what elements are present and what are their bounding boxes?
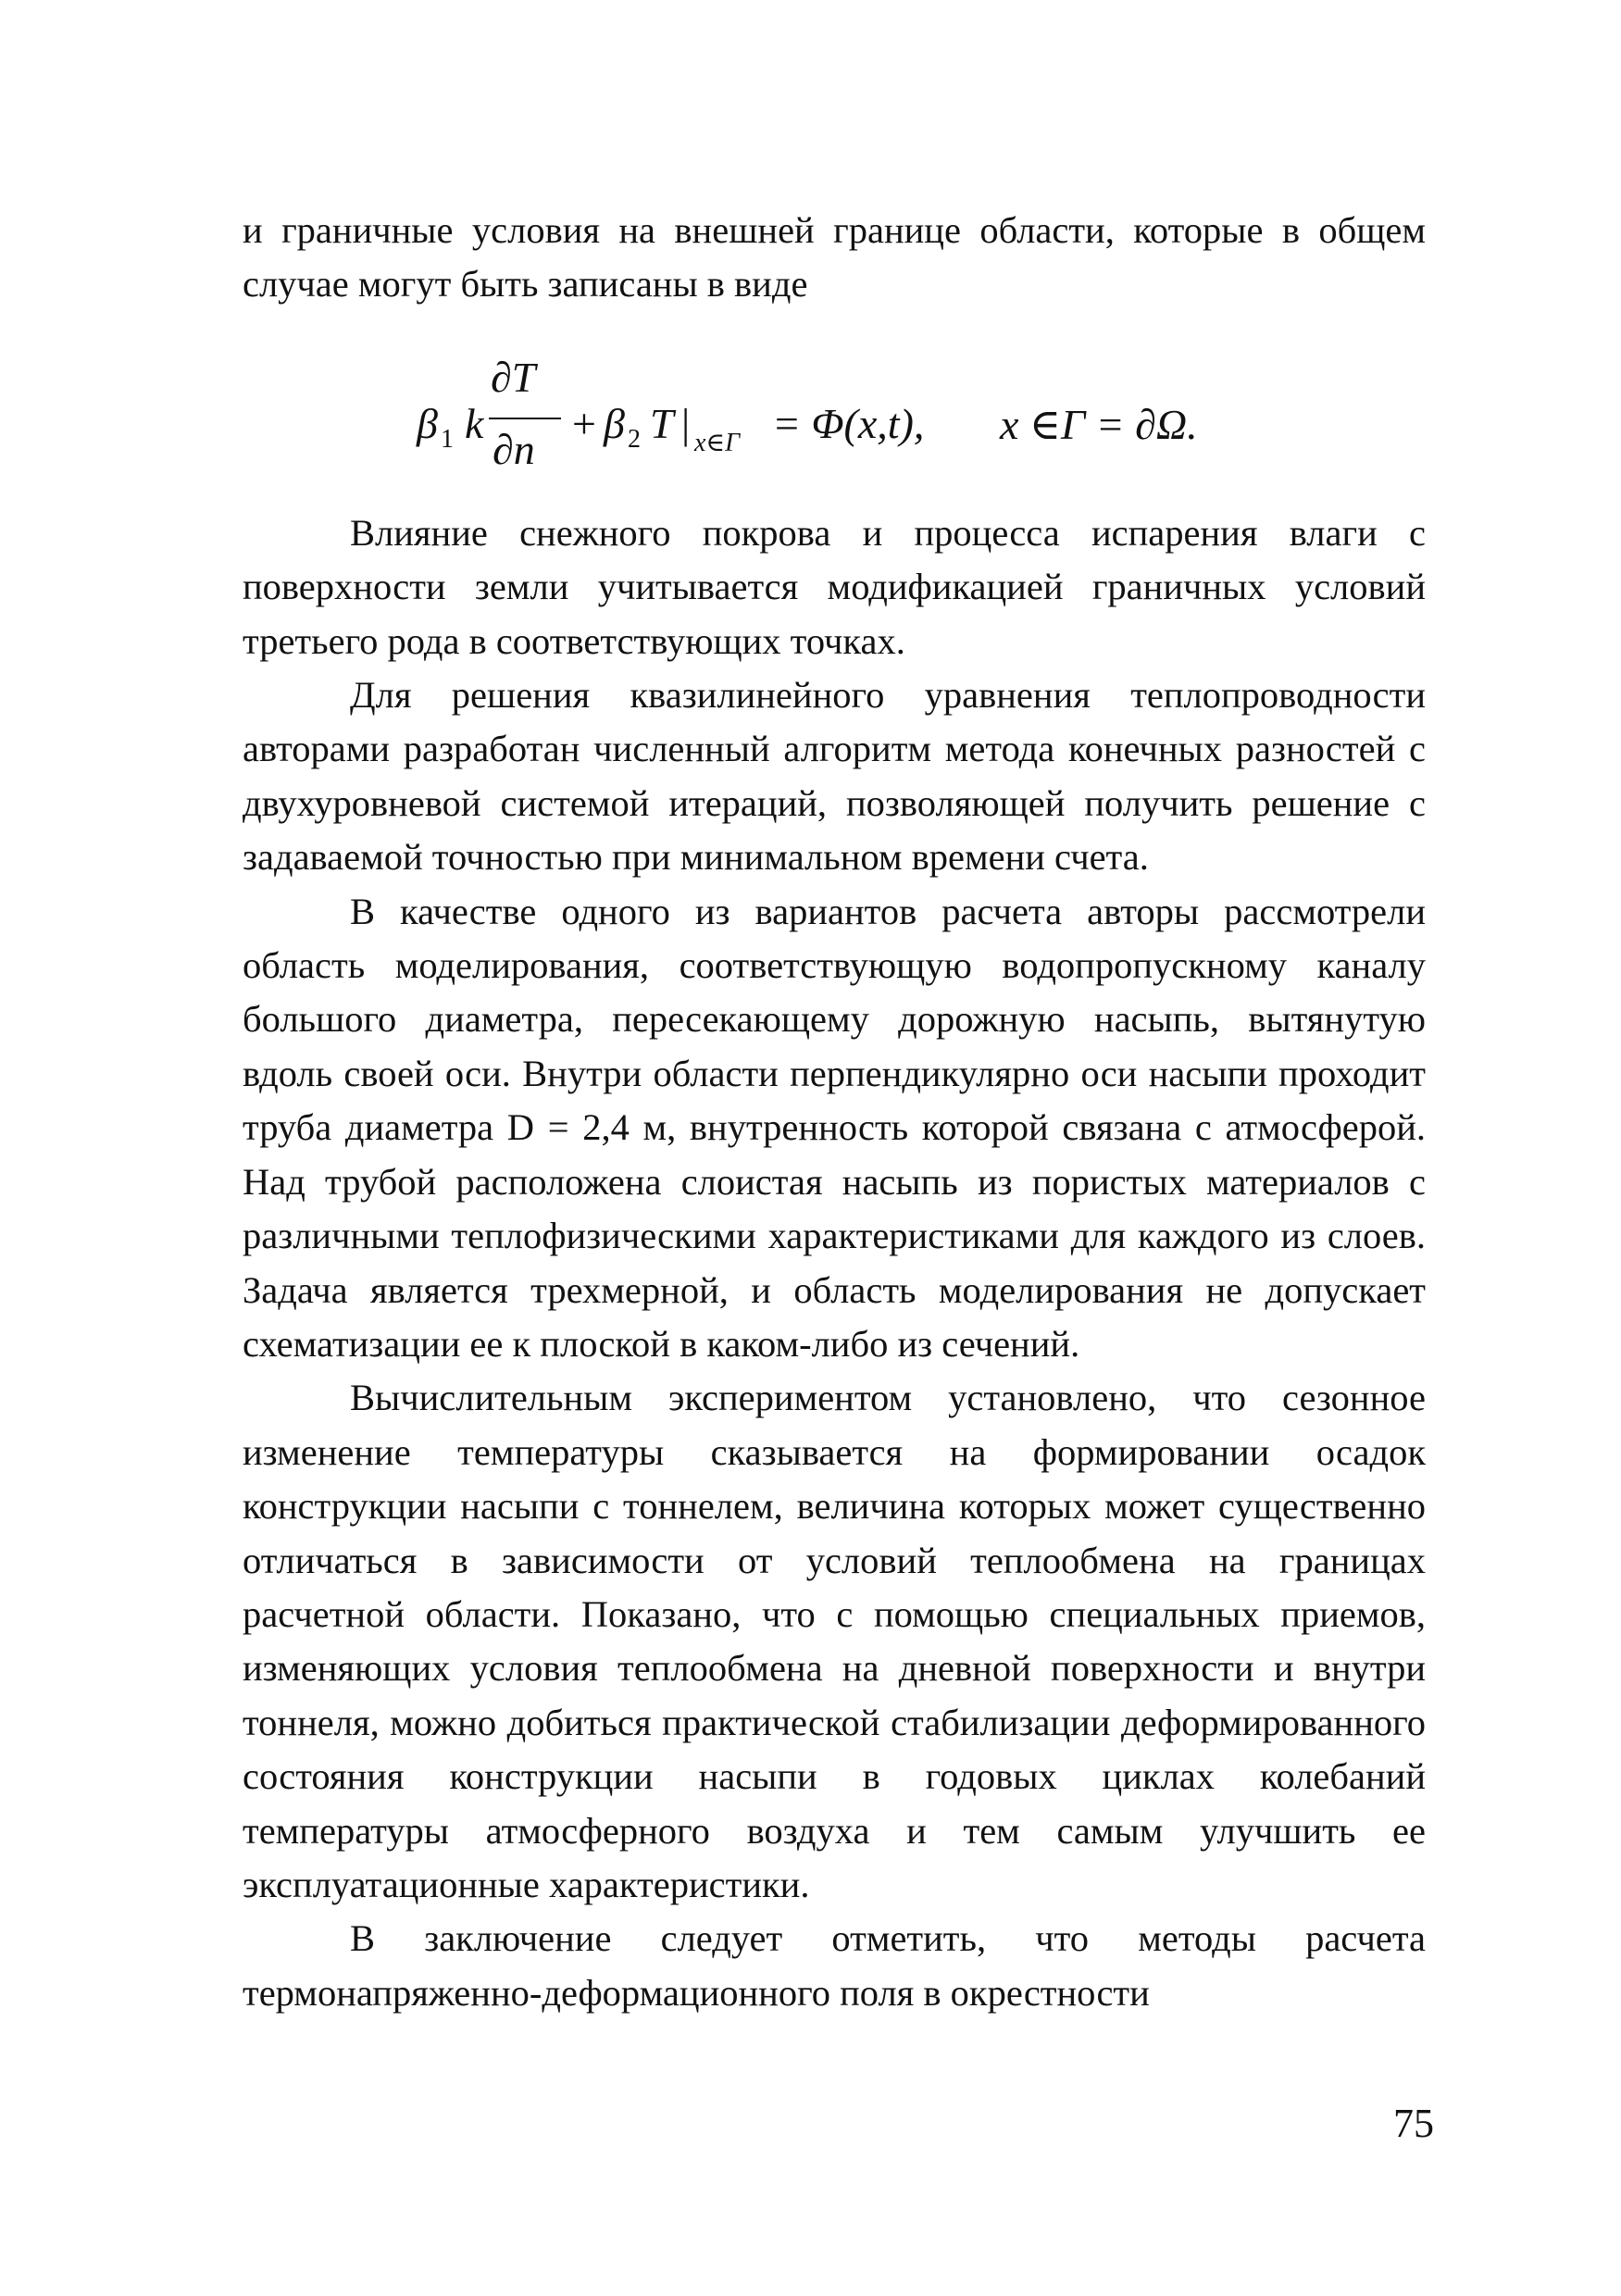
- formula-beta2: β: [604, 399, 625, 447]
- formula-T: T: [650, 399, 674, 447]
- paragraph-3: В качестве одного из вариантов расчета авторы рассмотрели область моделирования, соответствующую водопропускному каналу большого диаметра, пересекающему дорожную насыпь, вытянутую вдоль своей оси. Внутри области перпендикулярно оси насыпи проходит труба диаметра D = 2,4 м, внутренность которой связана с атмосферой. Над трубой расположена слоистая насыпь из пористых материалов с различными теплофизическими характеристиками для каждого из слоев. Задача является трехмерной, и область моделирования не допускает схематизации ее к плоской в каком-либо из сечений.: [243, 890, 1426, 1365]
- formula-plus: +: [572, 399, 596, 447]
- formula-k: k: [465, 399, 484, 447]
- boundary-condition-formula: [243, 312, 1426, 506]
- formula-domain: x ∈Γ = ∂Ω.: [1000, 400, 1198, 448]
- paragraph-1: Влияние снежного покрова и процесса испарения влаги с поверхности земли учитывается модификацией граничных условий третьего рода в соответствующих точках.: [243, 511, 1426, 662]
- paragraph-2: Для решения квазилинейного уравнения теплопроводности авторами разработан численный алгоритм метода конечных разностей с двухуровневой системой итераций, позволяющей получить решение с задаваемой точностью при минимальном времени счета.: [243, 674, 1426, 879]
- formula-numerator: ∂T: [491, 353, 536, 401]
- formula-sub2: 2: [628, 424, 641, 454]
- formula-bar: |: [681, 399, 691, 447]
- paragraph-4: Вычислительным экспериментом установлено, что сезонное изменение температуры сказывается на формировании осадок конструкции насыпи с тоннелем, величина которых может существенно отличаться в зависимости от условий теплообмена на границах расчетной области. Показано, что с помощью специальных приемов, изменяющих условия теплообмена на дневной поверхности и внутри тоннеля, можно добиться практической стабилизации деформированного состояния конструкции насыпи в годовых циклах колебаний температуры атмосферного воздуха и тем самым улучшить ее эксплуатационные характеристики.: [243, 1377, 1426, 1905]
- page-number: 75: [1393, 2101, 1434, 2146]
- formula-beta1: β: [417, 399, 438, 447]
- formula-rhs: = Φ(x,t),: [772, 399, 925, 447]
- formula-sub1: 1: [441, 424, 454, 454]
- paragraph-0: и граничные условия на внешней границе области, которые в общем случае могут быть записаны в виде: [243, 209, 1426, 306]
- formula-subcondition: x∈Γ: [694, 428, 741, 457]
- formula-fraction-line: [489, 418, 561, 419]
- paragraph-5: В заключение следует отметить, что методы расчета термонапряженно-деформационного поля в окрестности: [243, 1917, 1426, 2014]
- formula-denominator: ∂n: [493, 425, 535, 473]
- page-body: [243, 204, 1426, 2020]
